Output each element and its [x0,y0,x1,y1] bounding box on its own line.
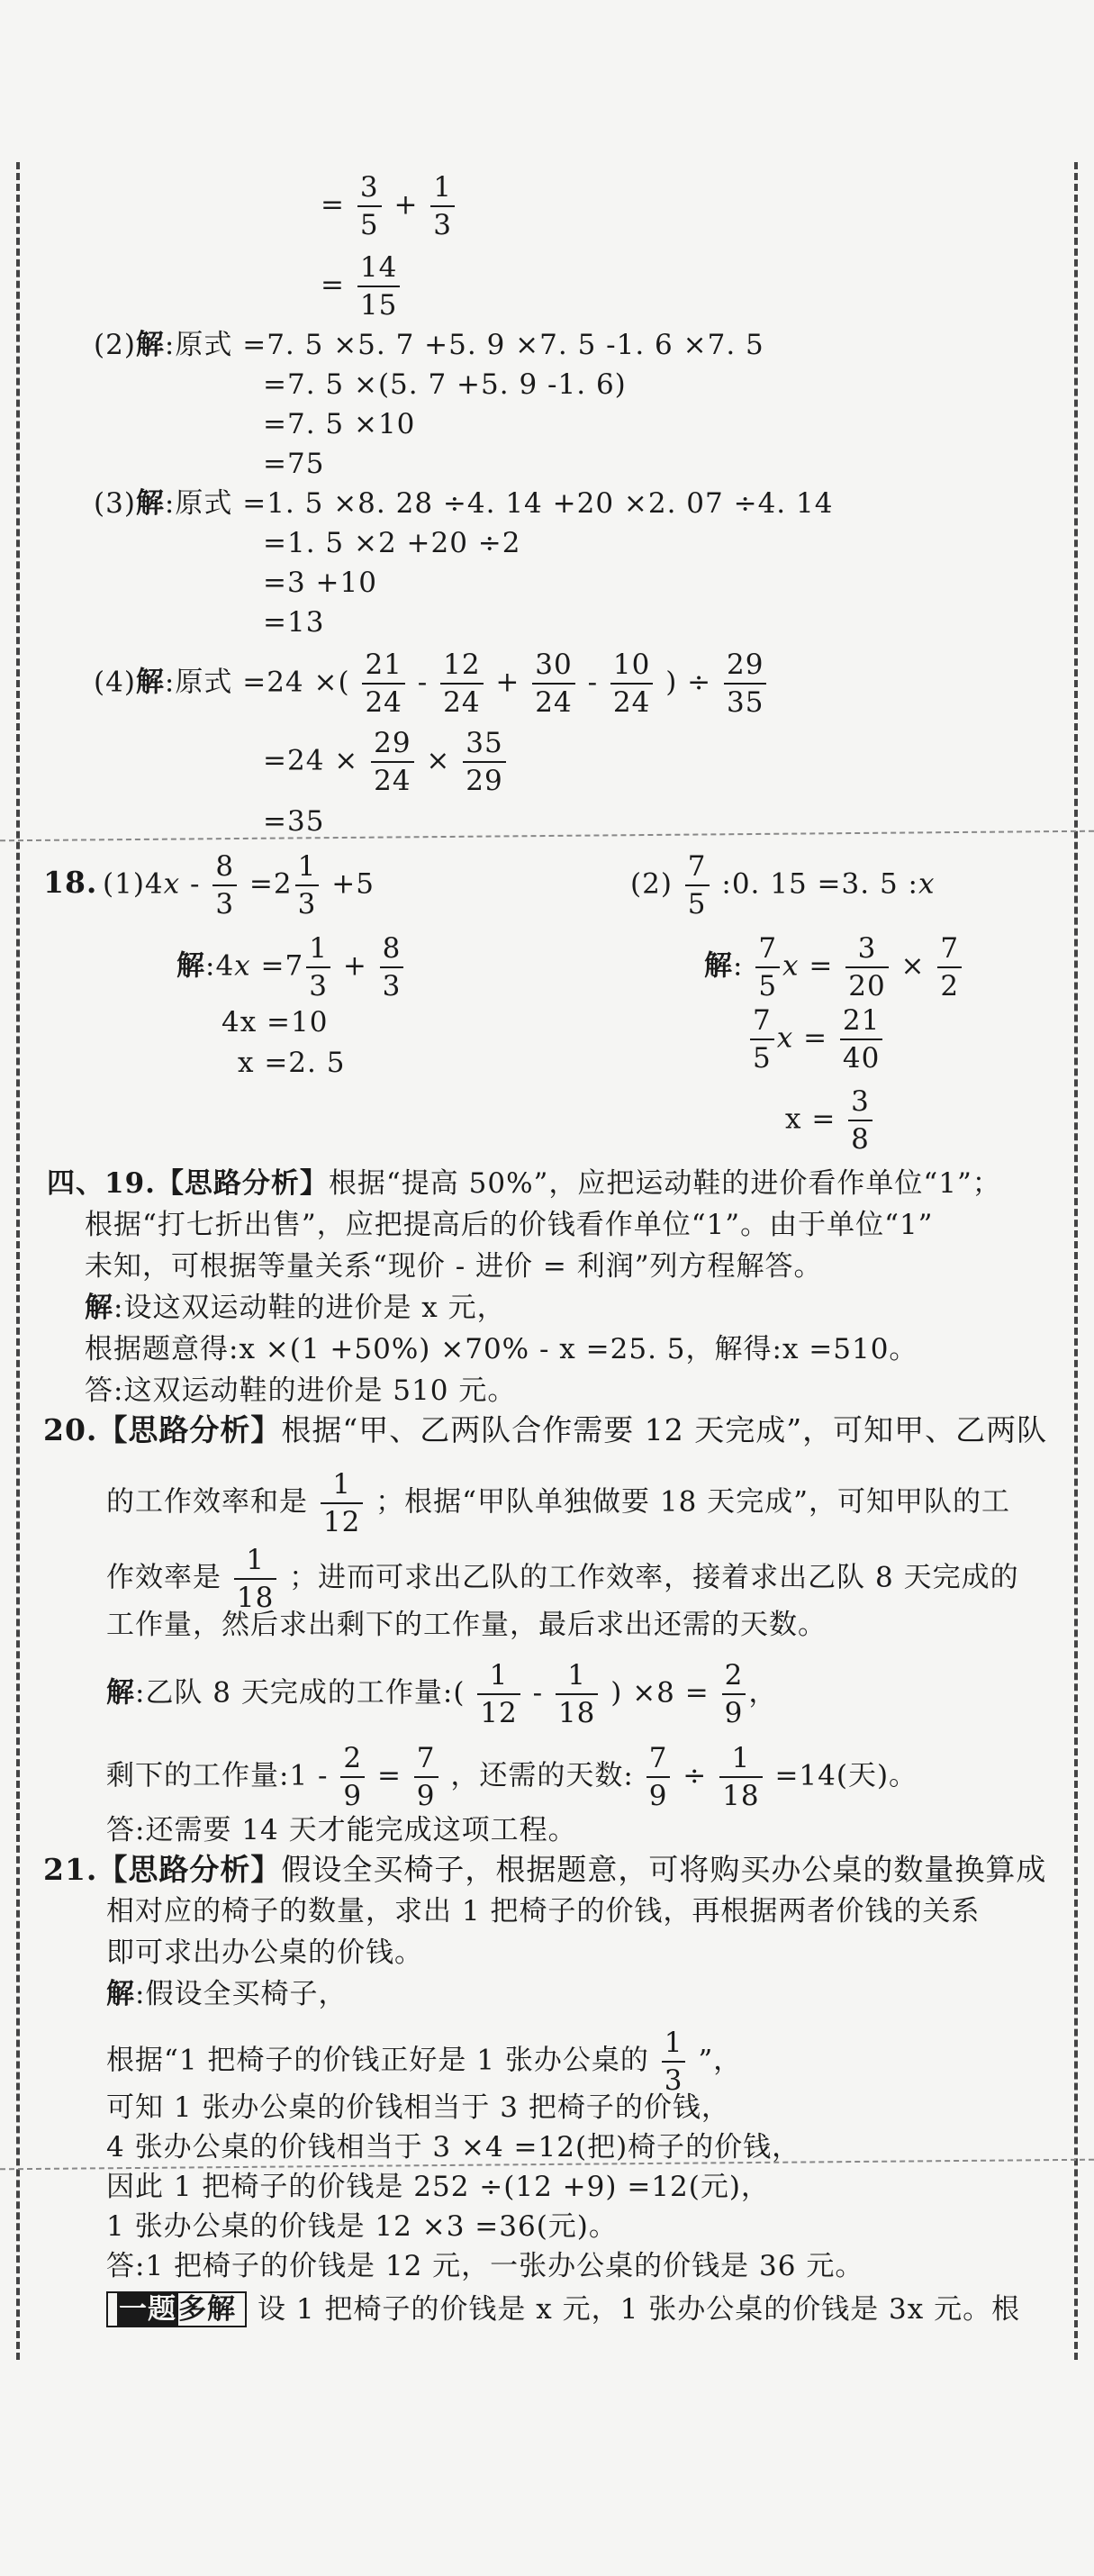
multi-solution-badge: 一题多解 [106,2291,247,2327]
left-dashed-margin [16,162,20,2360]
q18-number: 18. [43,865,98,900]
fold-line-1 [0,830,1094,842]
right-dashed-margin [1074,162,1078,2360]
